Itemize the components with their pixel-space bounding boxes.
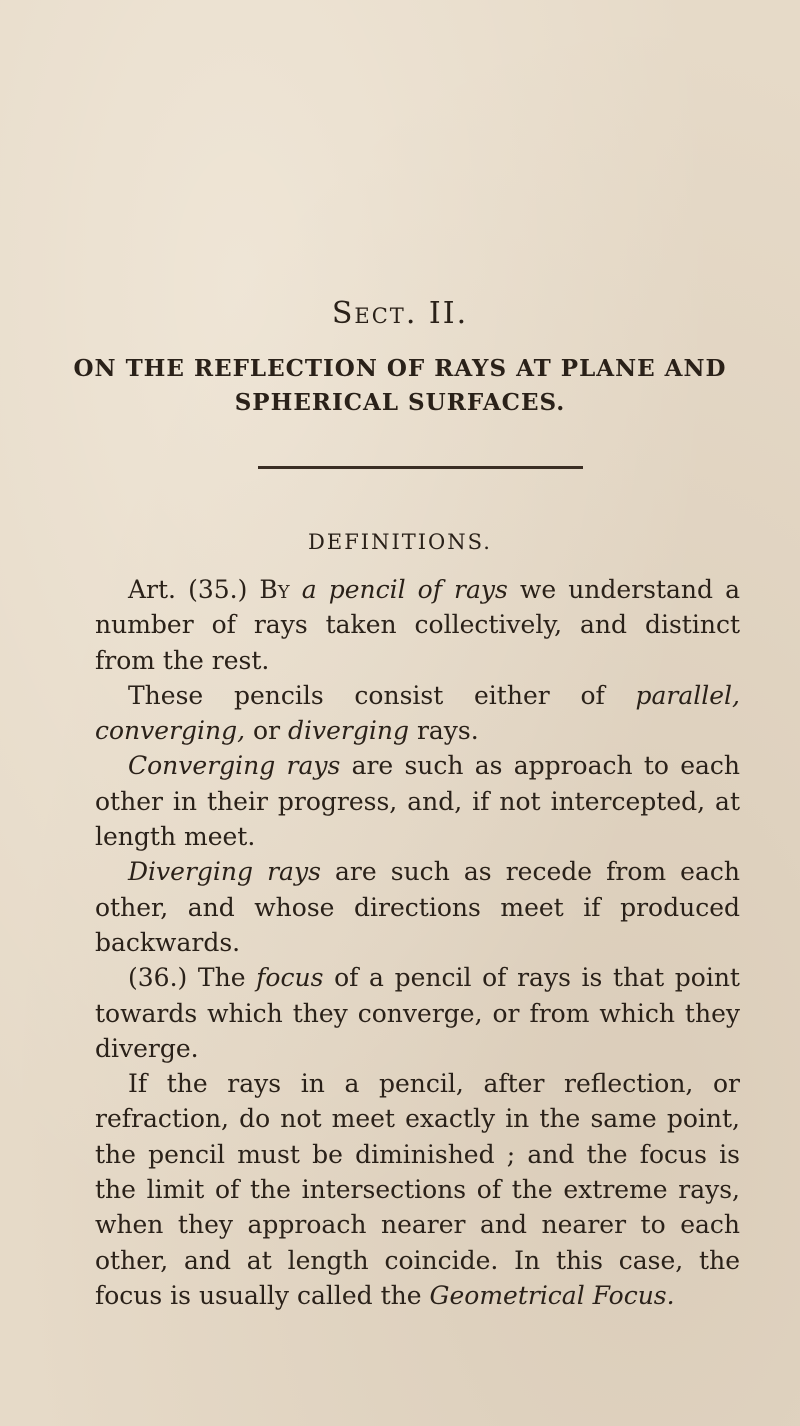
body-text (95, 572, 740, 1313)
paragraph-text: or (253, 716, 281, 746)
paragraph-text: If the rays in a pencil, after reflection, or refraction, do not meet exactly in the same point, the pencil must be diminished ; and the focus is the limit of the intersections of the extreme rays, when they approach nearer and nearer to each other, and at length coincide. In this case, the focus is usually called the (95, 1069, 740, 1310)
paragraph-art-35 (95, 572, 740, 678)
chapter-title-line-2: SPHERICAL SURFACES. (234, 389, 566, 416)
horizontal-rule (258, 466, 583, 469)
term-geometrical-focus: Geometrical Focus. (429, 1280, 675, 1310)
term-parallel: parallel, (635, 680, 740, 710)
paragraph-text: are such as recede from each other, and whose directions meet if produced backwards. (95, 857, 740, 957)
paragraph-text: rays. (416, 716, 479, 746)
term-focus: focus (256, 963, 324, 993)
article-number: Art. (35.) (128, 575, 248, 604)
paragraph-pencil-types (95, 678, 740, 749)
defined-term: a pencil of rays (301, 575, 508, 604)
paragraph-text: we understand a number of rays taken collectively, and distinct from the rest. (95, 575, 741, 675)
term-diverging-rays: Diverging rays (128, 857, 321, 887)
term-diverging: diverging (288, 716, 409, 746)
paragraph-geometrical-focus (95, 1066, 740, 1313)
section-heading: Sect. II. (331, 296, 469, 331)
term-converging: converging, (95, 716, 246, 746)
paragraph-text: are such as approach to each other in their progress, and, if not intercepted, at length meet. (95, 751, 740, 852)
term-converging-rays: Converging rays (128, 751, 341, 781)
paragraph-diverging (95, 854, 740, 960)
paragraph-text: of a pencil of rays is that point towards which they converge, or from which they diverge. (95, 963, 740, 1063)
lead-word: By (259, 575, 290, 604)
paragraph-text: (36.) The (128, 963, 246, 993)
chapter-title-line-1: ON THE REFLECTION OF RAYS AT PLANE AND (73, 355, 727, 382)
paragraph-art-36 (95, 960, 740, 1066)
paragraph-text: These pencils consist either of (128, 680, 605, 710)
paragraph-converging (95, 748, 740, 854)
definitions-heading: DEFINITIONS. (308, 530, 492, 554)
